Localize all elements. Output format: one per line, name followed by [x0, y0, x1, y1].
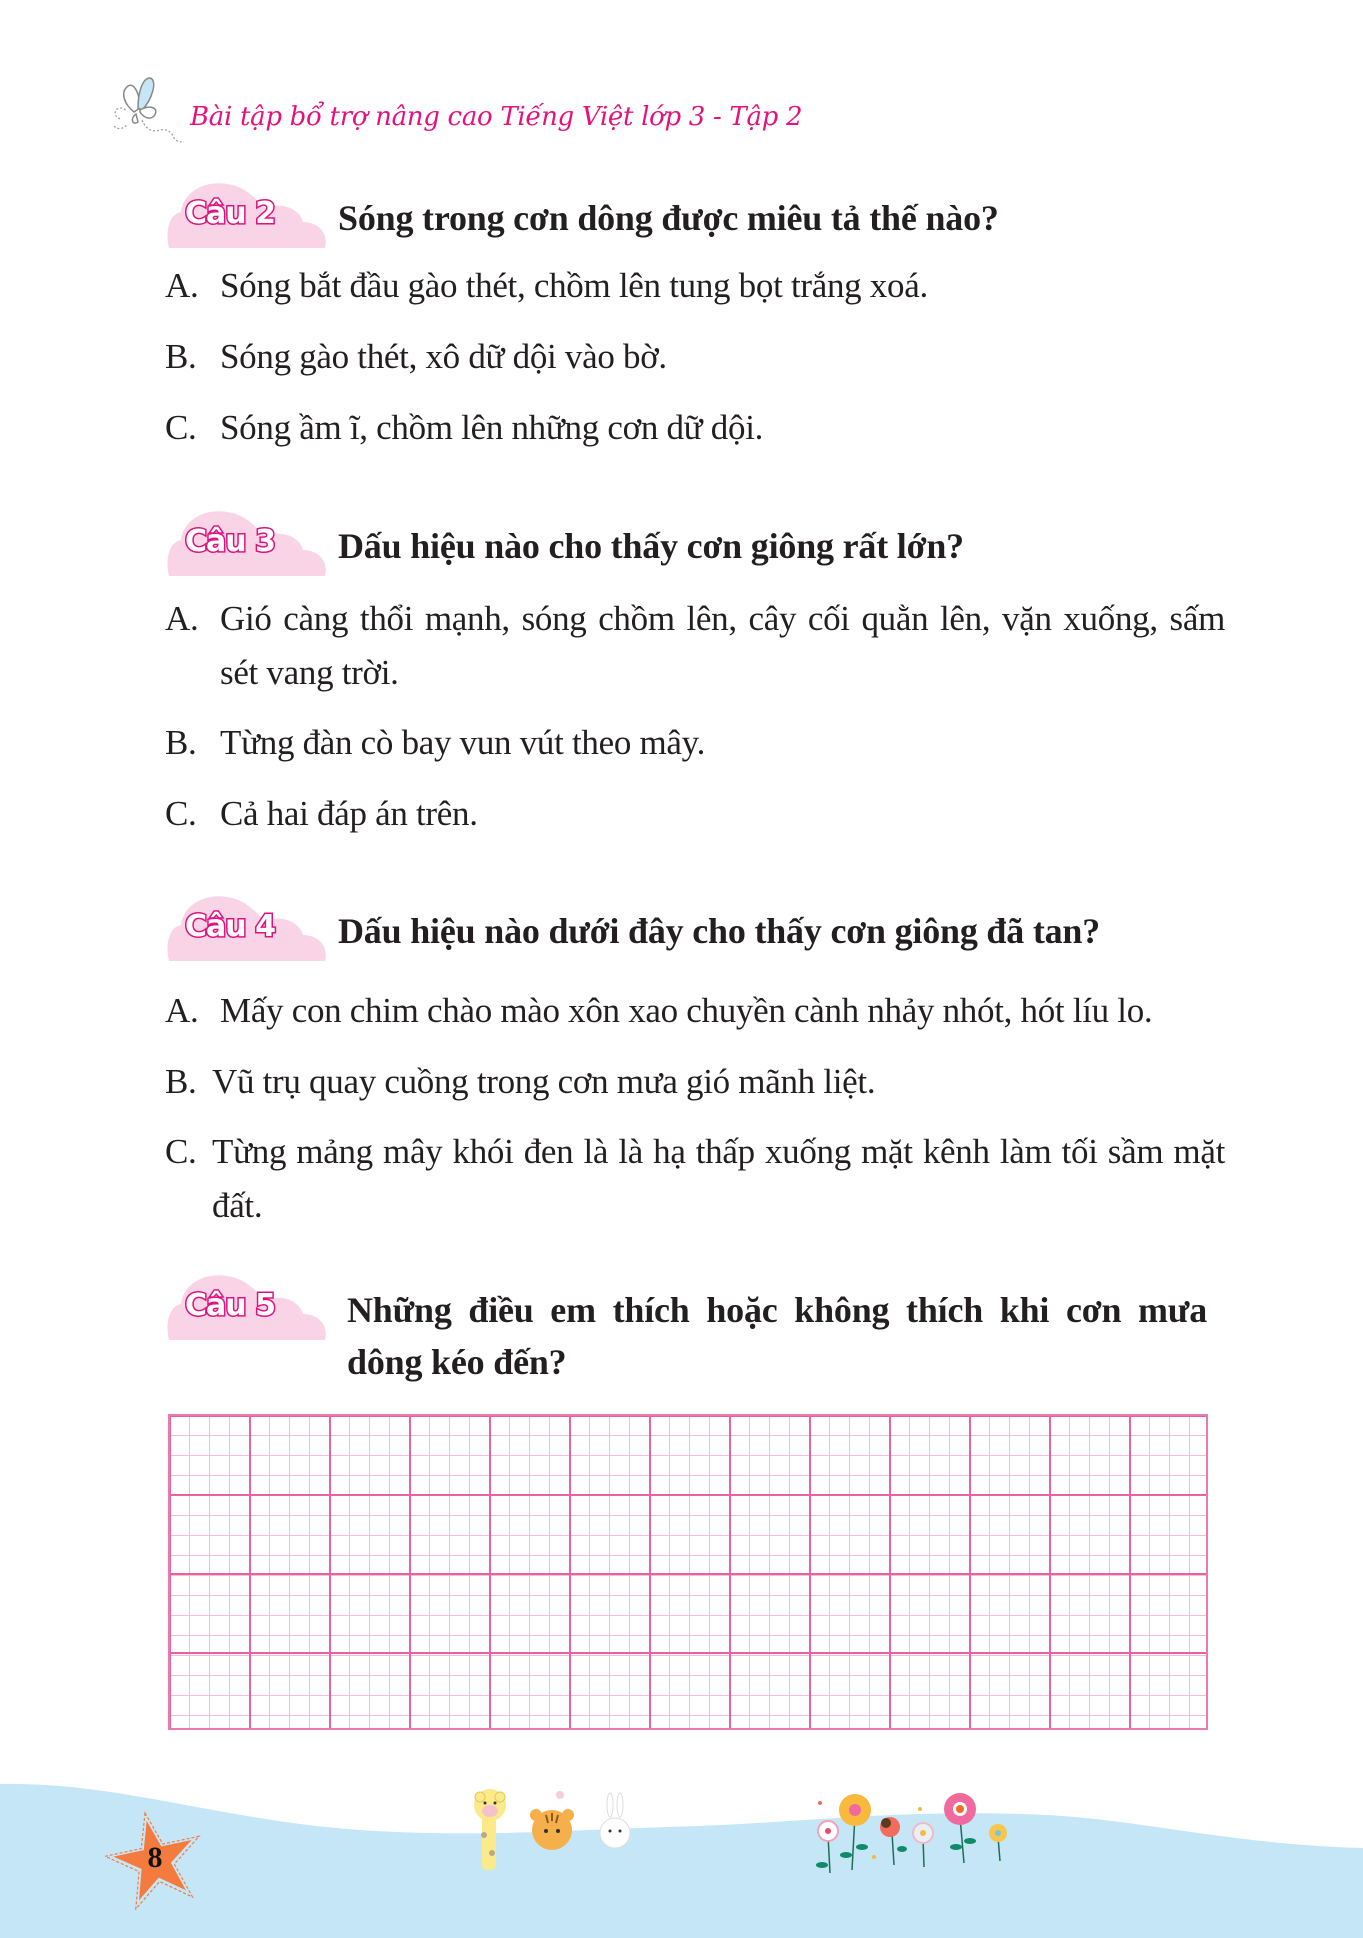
question-text: Dấu hiệu nào dưới đây cho thấy cơn giông đã tan? — [338, 911, 1101, 951]
question-text: Những điều em thích hoặc không thích khi cơn mưa dông kéo đến? — [347, 1290, 1207, 1382]
rabbit-icon — [600, 1793, 630, 1848]
flowers-icon — [810, 1775, 1030, 1875]
tiger-icon — [530, 1791, 574, 1850]
question-text: Dấu hiệu nào cho thấy cơn giông rất lớn? — [338, 526, 964, 566]
animals-icon — [470, 1775, 640, 1870]
question-3 — [165, 508, 1225, 857]
page-header — [110, 74, 910, 154]
answer-option-c: C. Cả hai đáp án trên. — [165, 794, 478, 833]
writing-grid[interactable] — [168, 1414, 1208, 1730]
answer-option-b: B. Vũ trụ quay cuồng trong cơn mưa gió mãnh liệt. — [165, 1062, 876, 1101]
book-title: Bài tập bổ trợ nâng cao Tiếng Việt lớp 3 - Tập 2 — [190, 102, 803, 132]
giraffe-icon — [474, 1789, 506, 1870]
question-badge: Câu 2 — [185, 196, 275, 231]
question-badge: Câu 5 — [185, 1288, 275, 1323]
question-badge: Câu 3 — [185, 524, 275, 559]
answer-option-a: A. Mấy con chim chào mào xôn xao chuyền cành nhảy nhót, hót líu lo. — [165, 991, 1153, 1030]
question-text: Sóng trong cơn dông được miêu tả thế nào? — [338, 198, 999, 238]
page-number: 8 — [147, 1841, 163, 1874]
answer-option-b: B. Từng đàn cò bay vun vút theo mây. — [165, 723, 706, 762]
question-badge: Câu 4 — [185, 909, 275, 944]
answer-option-a: A. Gió càng thổi mạnh, sóng chồm lên, cây cối quằn lên, vặn xuống, sấm sét vang trời. — [165, 599, 1225, 692]
question-4 — [165, 893, 1225, 1248]
answer-option-c: C. Sóng ầm ĩ, chồm lên những cơn dữ dội. — [165, 408, 764, 447]
answer-option-b: B. Sóng gào thét, xô dữ dội vào bờ. — [165, 337, 667, 376]
butterfly-icon — [110, 74, 190, 154]
question-2 — [165, 180, 1225, 471]
question-5 — [165, 1272, 1225, 1382]
answer-option-a: A. Sóng bắt đầu gào thét, chồm lên tung bọt trắng xoá. — [165, 266, 928, 305]
answer-option-c: C. Từng mảng mây khói đen là là hạ thấp xuống mặt kênh làm tối sầm mặt đất. — [165, 1132, 1225, 1225]
